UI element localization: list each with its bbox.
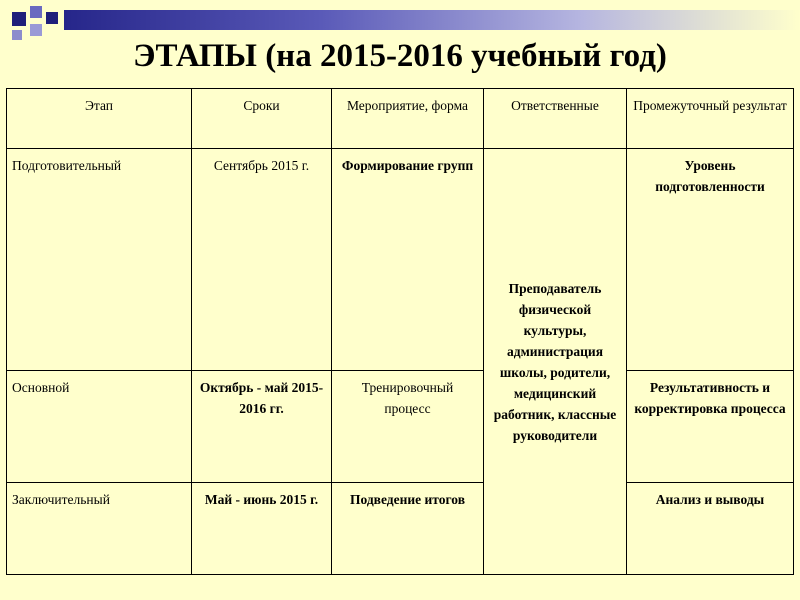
- header-result: Промежуточный результат: [627, 89, 794, 149]
- header-term: Сроки: [192, 89, 332, 149]
- cell-result: Уровень подготовленности: [627, 149, 794, 371]
- deco-square: [12, 12, 26, 26]
- table-row: [7, 149, 794, 371]
- stages-table: [6, 88, 794, 575]
- cell-term: Май - июнь 2015 г.: [192, 483, 332, 575]
- header-event: Мероприятие, форма: [332, 89, 484, 149]
- table-row: [7, 483, 794, 575]
- deco-square: [46, 12, 58, 24]
- header-responsible: Ответственные: [484, 89, 627, 149]
- cell-event: Формирование групп: [332, 149, 484, 371]
- cell-event: Тренировочный процесс: [332, 371, 484, 483]
- cell-stage: Подготовительный: [7, 149, 192, 371]
- cell-event: Подведение итогов: [332, 483, 484, 575]
- table-header-row: [7, 89, 794, 149]
- cell-stage: Заключительный: [7, 483, 192, 575]
- table-row: [7, 371, 794, 483]
- page-title: ЭТАПЫ (на 2015-2016 учебный год): [133, 38, 667, 74]
- cell-result: Анализ и выводы: [627, 483, 794, 575]
- cell-responsible: Преподаватель физической культуры, администрация школы, родители, медицинский работник, классные руководители: [484, 149, 627, 575]
- cell-stage: Основной: [7, 371, 192, 483]
- decorative-gradient-bar: [64, 10, 800, 30]
- deco-square: [30, 24, 42, 36]
- cell-term: Октябрь - май 2015-2016 гг.: [192, 371, 332, 483]
- deco-square: [30, 6, 42, 18]
- cell-result: Результативность и корректировка процесса: [627, 371, 794, 483]
- header-stage: Этап: [7, 89, 192, 149]
- cell-term: Сентябрь 2015 г.: [192, 149, 332, 371]
